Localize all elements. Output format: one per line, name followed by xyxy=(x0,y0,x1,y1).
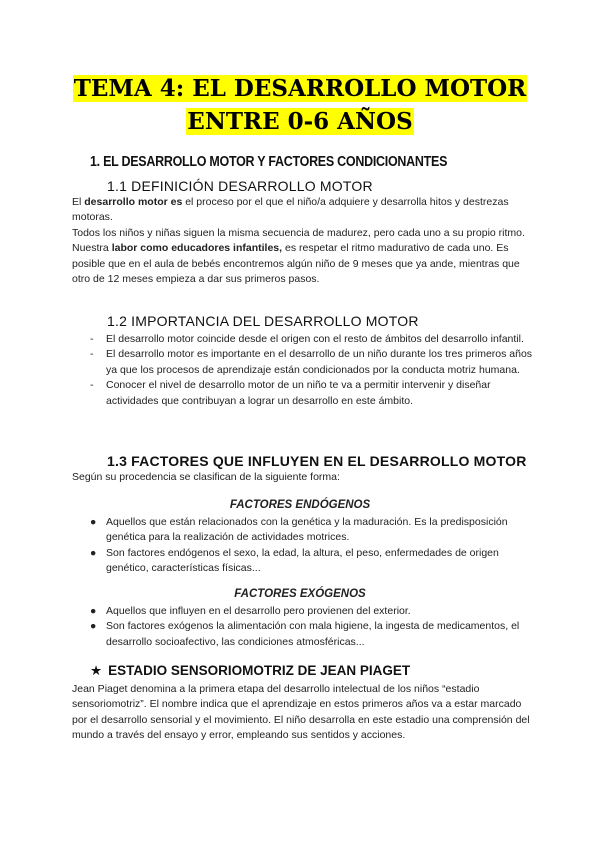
endogenous-factors-heading: FACTORES ENDÓGENOS xyxy=(229,499,371,511)
exogenous-factors-list xyxy=(72,604,534,650)
star-icon: ★ xyxy=(90,663,103,678)
factors-intro: Según su procedencia se clasifican de la siguiente forma: xyxy=(72,471,340,483)
endogenous-factors-list xyxy=(72,515,534,577)
subsection-heading-1-1: 1.1 DEFINICIÓN DESARROLLO MOTOR xyxy=(107,178,373,194)
subsection-heading-1-2: 1.2 IMPORTANCIA DEL DESARROLLO MOTOR xyxy=(107,313,419,329)
list-item: - El desarrollo motor coincide desde el origen con el resto de ámbitos del desarrollo infantil. xyxy=(90,333,524,345)
definition-paragraph-3: Nuestra labor como educadores infantiles, es respetar el ritmo madurativo de cada uno. Es posible que en el aula de bebés encontremos algún niño de 9 meses que ya ande, mientras que otro de 12 meses empieza a dar sus primeros pasos. xyxy=(72,242,520,286)
piaget-paragraph: Jean Piaget denomina a la primera etapa del desarrollo intelectual de los niños “estadio sensoriomotriz”. El nombre indica que el aprendizaje en estos primeros años va a estar marcado por el desarrollo sensorial y el movimiento. El niño desarrolla en este estadio una comprensión del mundo a través del ensayo y error, empleando sus sentidos y acciones. xyxy=(72,683,530,742)
subsection-heading-1-3: 1.3 FACTORES QUE INFLUYEN EN EL DESARROLLO MOTOR xyxy=(107,453,527,469)
section-heading-1: 1. EL DESARROLLO MOTOR Y FACTORES CONDICIONANTES xyxy=(90,154,448,170)
list-item: ● Aquellos que están relacionados con la genética y la maduración. Es la predisposición genética para la realización de actividades motrices. xyxy=(90,516,508,544)
definition-paragraph-1: El desarrollo motor es el proceso por el que el niño/a adquiere y desarrolla hitos y destrezas motoras. xyxy=(72,196,509,224)
list-item: ● Son factores endógenos el sexo, la edad, la altura, el peso, enfermedades de origen genético, características físicas... xyxy=(90,546,499,575)
list-item: - Conocer el nivel de desarrollo motor de un niño te va a permitir intervenir y diseñar actividades que contribuyan a lograr un desarrollo en este ámbito. xyxy=(90,379,491,407)
list-item: ● Aquellos que influyen en el desarrollo pero provienen del exterior. xyxy=(90,605,411,617)
document-title-line2: ENTRE 0-6 AÑOS xyxy=(187,108,413,135)
list-item: ● Son factores exógenos la alimentación con mala higiene, la ingesta de medicamentos, el desarrollo socioafectivo, las condiciones atmosféricas... xyxy=(90,620,520,648)
document-title-line1: TEMA 4: EL DESARROLLO MOTOR xyxy=(73,75,527,102)
list-item: - El desarrollo motor es importante en el desarrollo de un niño durante los tres primeros años ya que los procesos de aprendizaje están condicionados por la conducta motriz humana. xyxy=(90,348,533,376)
importance-list xyxy=(72,332,534,409)
exogenous-factors-heading: FACTORES EXÓGENOS xyxy=(234,588,366,600)
definition-paragraph-2: Todos los niños y niñas siguen la misma secuencia de madurez, pero cada uno a su propio ritmo. xyxy=(72,226,525,239)
definition-paragraphs xyxy=(72,195,534,287)
piaget-heading: ★ ESTADIO SENSORIOMOTRIZ DE JEAN PIAGET xyxy=(90,663,411,678)
